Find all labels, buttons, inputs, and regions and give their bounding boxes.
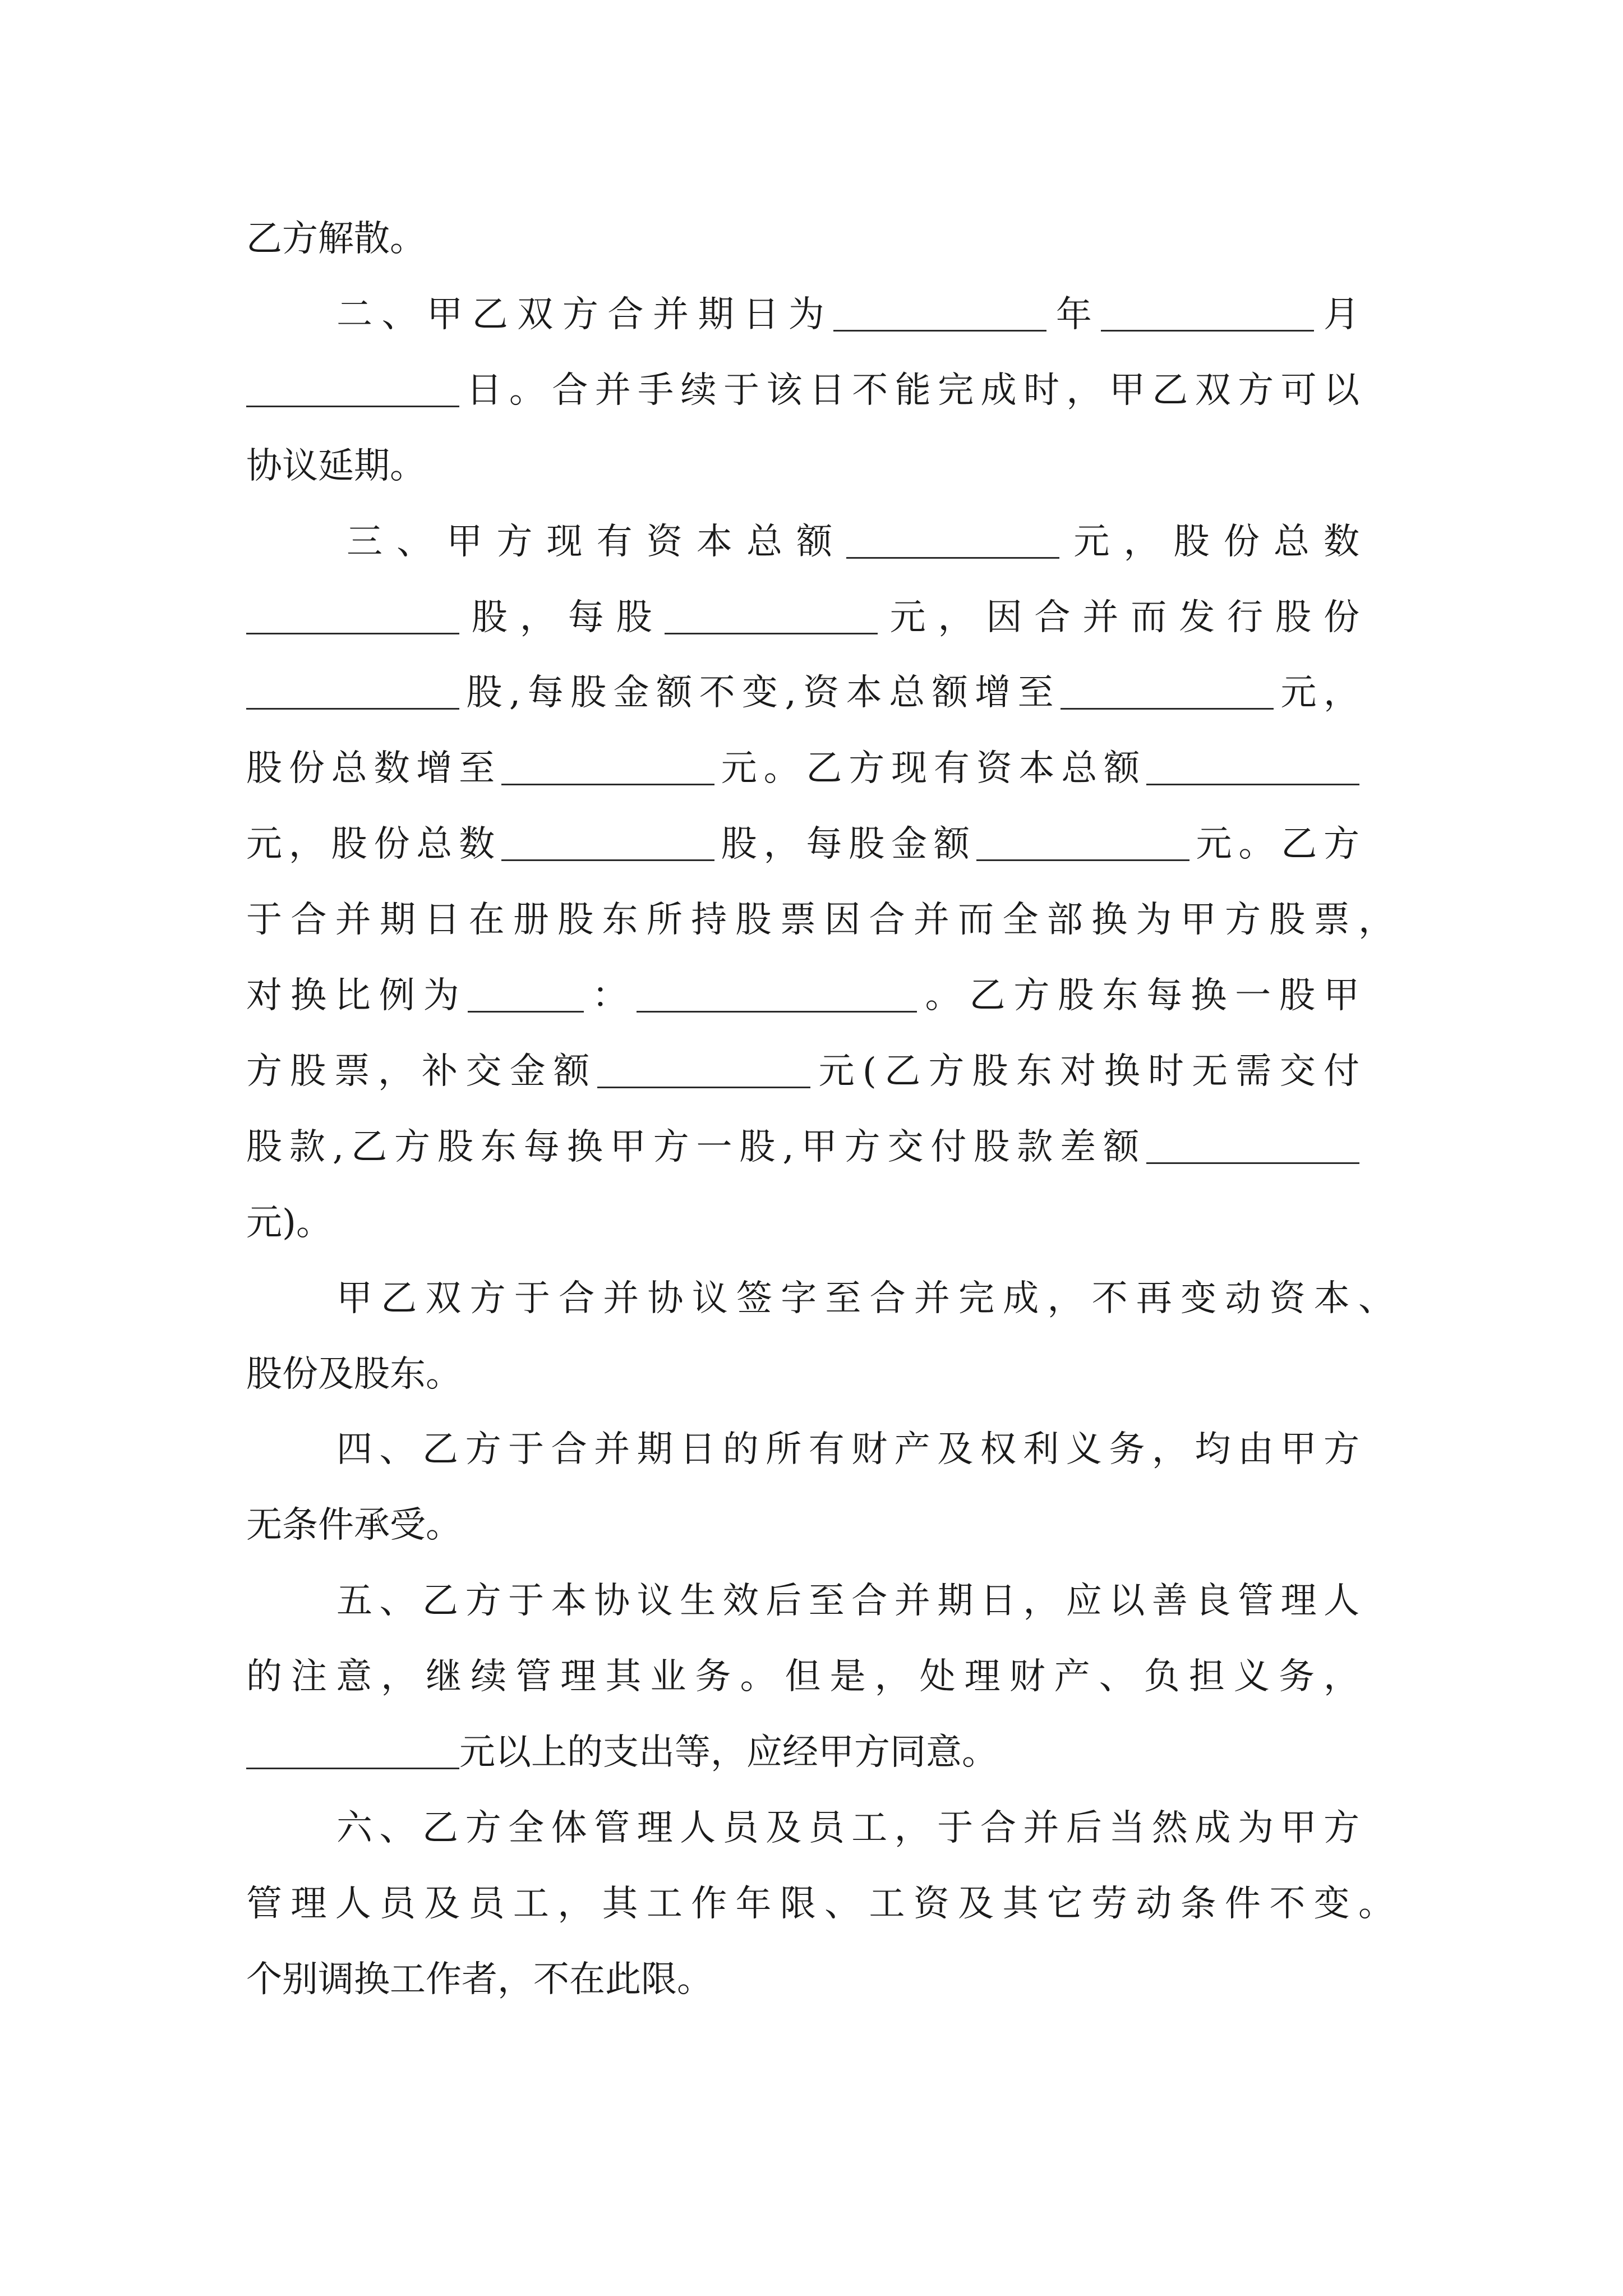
doc-line: [246, 214, 1359, 264]
line-text: 六、乙方全体管理人员及员工，于合并后当然成为甲方: [336, 1807, 1359, 1849]
line-text: 股，每股金额: [714, 823, 976, 865]
line-text: 乙方解散。: [246, 218, 426, 260]
fill-in-blank: [501, 750, 714, 785]
line-text: 元，: [1274, 672, 1360, 714]
doc-line: [336, 1424, 1359, 1475]
doc-line: [246, 365, 1359, 416]
doc-line: [246, 1500, 1359, 1550]
line-text: 三、甲方现有资本总额: [347, 521, 847, 563]
line-text: 甲乙双方于合并协议签字至合并完成，不再变动资本、: [336, 1278, 1394, 1319]
doc-line: [246, 1122, 1359, 1172]
fill-in-blank: [665, 599, 878, 634]
line-text: 元，股份总数: [1059, 521, 1359, 563]
line-text: 无条件承受。: [246, 1504, 462, 1546]
doc-line: [246, 743, 1359, 794]
fill-in-blank: [833, 296, 1046, 332]
line-text: 元。乙方: [1189, 823, 1360, 865]
fill-in-blank: [246, 674, 459, 710]
doc-line: [347, 517, 1359, 567]
line-text: 二、甲乙双方合并期日为: [336, 294, 834, 335]
line-text: 的注意，继续管理其业务。但是，处理财产、负担义务，: [246, 1656, 1359, 1697]
doc-line: [336, 1803, 1359, 1853]
fill-in-blank: [597, 1053, 810, 1088]
line-text: 四、乙方于合并期日的所有财产及权利义务，均由甲方: [336, 1429, 1359, 1470]
doc-line: [246, 1954, 1359, 2005]
fill-in-blank: [1101, 296, 1314, 332]
line-text: ：: [583, 975, 637, 1016]
fill-in-blank: [468, 977, 584, 1013]
doc-line: [246, 1349, 1359, 1400]
line-text: 股份总数增至: [246, 748, 501, 789]
line-text: 管理人员及员工，其工作年限、工资及其它劳动条件不变。: [246, 1883, 1394, 1925]
fill-in-blank: [246, 372, 459, 407]
line-text: 月: [1314, 294, 1360, 335]
doc-line: [246, 1198, 1359, 1248]
doc-line: [246, 819, 1359, 869]
doc-line: [246, 895, 1394, 945]
line-text: 元，因合并而发行股份: [877, 597, 1360, 638]
line-text: 股份及股东。: [246, 1354, 462, 1395]
doc-line: [246, 1727, 1359, 1778]
fill-in-blank: [976, 826, 1189, 861]
line-text: 股款,乙方股东每换甲方一股,甲方交付股款差额: [246, 1126, 1146, 1168]
line-text: 五、乙方于本协议生效后至合并期日，应以善良管理人: [336, 1580, 1359, 1622]
doc-line: [246, 1651, 1359, 1702]
fill-in-blank: [1146, 1129, 1359, 1164]
doc-line: [336, 1273, 1394, 1324]
fill-in-blank: [246, 1734, 459, 1769]
line-text: 个别调换工作者，不在此限。: [246, 1959, 713, 2000]
line-text: 年: [1046, 294, 1101, 335]
fill-in-blank: [846, 523, 1059, 559]
line-text: 元以上的支出等，应经甲方同意。: [459, 1732, 998, 1773]
line-text: 方股票，补交金额: [246, 1051, 598, 1092]
doc-line: [246, 1879, 1394, 1929]
line-text: 协议延期。: [246, 445, 426, 487]
line-text: 对换比例为: [246, 975, 468, 1016]
doc-line: [246, 970, 1359, 1021]
fill-in-blank: [501, 826, 714, 861]
doc-line: [336, 289, 1359, 340]
line-text: 于合并期日在册股东所持股票因合并而全部换为甲方股票，: [246, 899, 1394, 941]
line-text: 日。合并手续于该日不能完成时，甲乙双方可以: [459, 370, 1359, 411]
fill-in-blank: [637, 977, 917, 1013]
doc-line: [246, 441, 1359, 491]
line-text: 元)。: [246, 1202, 332, 1244]
doc-line: [336, 1576, 1359, 1626]
doc-line: [246, 668, 1359, 718]
line-text: 元，股份总数: [246, 823, 501, 865]
line-text: 元(乙方股东对换时无需交付: [810, 1051, 1359, 1092]
line-text: 股,每股金额不变,资本总额增至: [459, 672, 1061, 714]
fill-in-blank: [246, 599, 459, 634]
fill-in-blank: [1146, 750, 1359, 785]
doc-line: [246, 592, 1359, 643]
doc-line: [246, 1046, 1359, 1097]
line-text: 元。乙方现有资本总额: [714, 748, 1147, 789]
fill-in-blank: [1061, 674, 1274, 710]
line-text: 。乙方股东每换一股甲: [916, 975, 1360, 1016]
line-text: 股，每股: [459, 597, 665, 638]
